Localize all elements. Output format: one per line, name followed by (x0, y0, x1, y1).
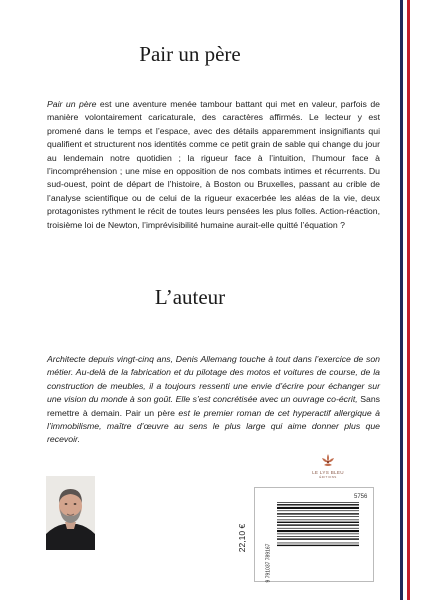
isbn-digits-text: 9 791037 789167 (265, 543, 271, 583)
price-label (230, 508, 254, 568)
book-title-heading: Pair un père (139, 42, 241, 66)
barcode-bar (277, 510, 359, 511)
author-bio (47, 353, 380, 447)
barcode-bar (277, 520, 359, 521)
barcode-bar (277, 502, 359, 503)
barcode-bar (277, 516, 359, 517)
barcode-bar (277, 513, 359, 514)
barcode-bar (277, 524, 359, 525)
publisher-sub: ÉDITIONS (319, 475, 337, 479)
author-photo (46, 476, 95, 550)
product-code: 5756 (354, 494, 368, 500)
price-text: 22,10 € (237, 523, 247, 553)
barcode-bar (277, 545, 359, 546)
barcode-block (230, 450, 400, 582)
barcode-bar (277, 538, 359, 539)
barcode-bar (277, 536, 359, 537)
publisher-name: LE LYS BLEU (312, 470, 344, 475)
isbn-number (261, 543, 275, 583)
barcode-bar (277, 528, 359, 529)
author-bio-italic-1: Architecte depuis vingt-cinq ans, Denis Allemang touche à tout dans l’exercice de son métier. Au-delà de la fabrication et du pilotage des motos et voitures de course, de la construction de meubles, il a toujours ressenti une envie d’écrire pour échanger sur une vision du monde à son goût. Elle s’est concrétisée avec un ouvrage co-écrit, (47, 354, 380, 405)
barcode-bar (277, 543, 359, 544)
blurb-text: est une aventure menée tambour battant qui met en valeur, parfois de manière volontairement caricaturale, des caractères affirmés. Le lecteur y est promené dans le temps et l’espace, avec des détails apparemment insignifiants qui qualifient et structurent nos identités comme ce petit grain de sable qui change du jour au lendemain notre quotidien ; la rigueur face à l’intuition, l’humour face à l’incompréhension ; une mise en opposition de nos combats intimes et récurrents. Du sud-ouest, point de départ de l’histoire, à Boston ou Bruxelles, passant au crible de l’analyse scientifique ou de celui de la rigueur exacerbée les aléas de la vie, deux protagonistes rythment le récit de toutes leurs pensées les plus folles. Action-réaction, troisième loi de Newton, l’imprévisibilité humaine aurait-elle quitté l’équation ? (47, 99, 380, 230)
author-heading: L’auteur (154, 285, 226, 309)
red-stripe (407, 0, 410, 600)
author-bio-roman: Sans remettre à demain. Pair un père (47, 394, 380, 418)
barcode-bar (277, 522, 359, 523)
barcode-bar (277, 507, 359, 509)
barcode (277, 502, 359, 572)
publisher-logo (308, 452, 348, 486)
lily-icon (319, 452, 337, 470)
blurb-title-italic: Pair un père (47, 99, 97, 109)
barcode-bar (277, 534, 359, 535)
navy-stripe (400, 0, 403, 600)
barcode-bar (277, 530, 359, 532)
author-bio-italic-2: est le premier roman de cet hyperactif allergique à l’immobilisme, maître d’œuvre au sens le plus large qui aime donner plus que recevoir. (47, 407, 380, 445)
barcode-bar (277, 504, 359, 505)
book-blurb (47, 98, 380, 232)
